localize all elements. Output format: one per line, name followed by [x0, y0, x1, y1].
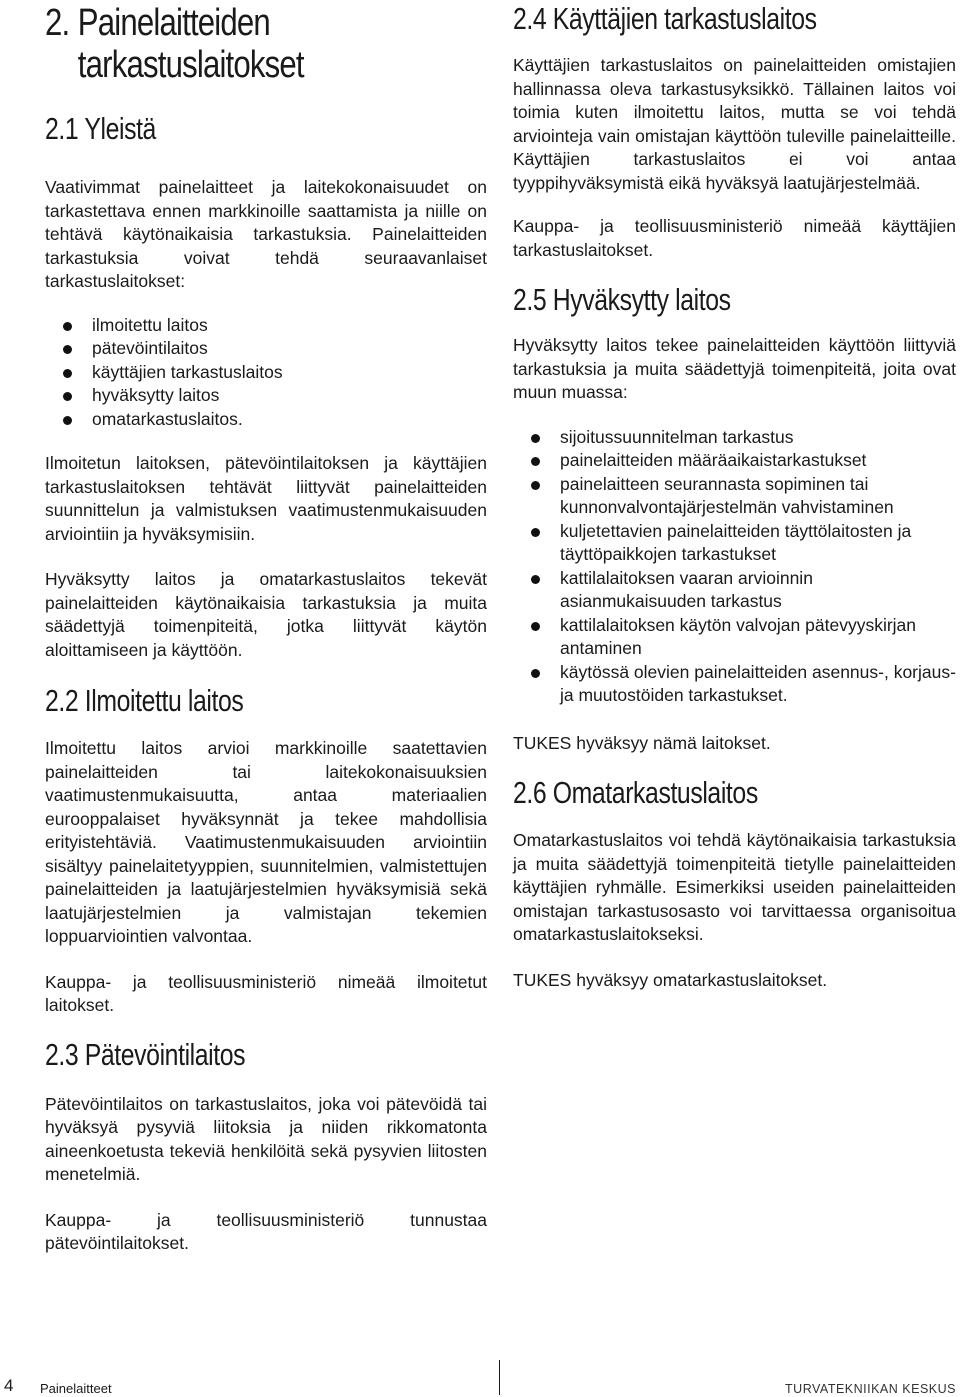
- section-2-1-paragraph-3: Hyväksytty laitos ja omatarkastuslaitos tekevät painelaitteiden käytönaikaisia tarkastuksia ja muita säädettyjä toimenpiteitä, jotka liittyvät käytön aloittamiseen ja käyttöön.: [45, 569, 487, 660]
- right-column: [513, 0, 956, 992]
- section-2-3-heading: 2.3 Pätevöintilaitos: [45, 1036, 246, 1072]
- page-number: 4: [4, 1376, 14, 1395]
- chapter-number: 2.: [45, 2, 70, 44]
- footer-publication-name: Painelaitteet: [40, 1381, 112, 1396]
- section-2-1-paragraph-1: Vaativimmat painelaitteet ja laitekokonaisuudet on tarkastettava ennen markkinoille saattamista ja niille on tehtävä käytönaikaisia tarkastuksia. Painelaitteiden tarkastuksia voivat tehdä seuraavanlaiset tarkastuslaitokset:: [45, 177, 487, 291]
- section-2-4-heading: 2.4 Käyttäjien tarkastuslaitos: [513, 1, 817, 36]
- section-2-6-heading: 2.6 Omatarkastuslaitos: [513, 775, 758, 810]
- list-item: hyväksytty laitos: [45, 384, 487, 408]
- section-2-4-paragraph-1: Käyttäjien tarkastuslaitos on painelaitteiden omistajien hallinnassa oleva tarkastusyksikkö. Tällainen laitos voi toimia kuten ilmoitettu laitos, mutta se voi tehdä arviointeja vain omistajan käyttöön tuleville painelaitteille. Käyttäjien tarkastuslaitos ei voi antaa tyyppihyväksymistä eikä hyväksyä laatujärjestelmää.: [513, 55, 956, 193]
- list-item: kattilalaitoksen käytön valvojan pätevyyskirjan antaminen: [513, 614, 956, 661]
- section-2-6-paragraph-2: TUKES hyväksyy omatarkastuslaitokset.: [513, 969, 828, 990]
- section-2-2-paragraph-2: Kauppa- ja teollisuusministeriö nimeää ilmoitetut laitokset.: [45, 971, 487, 1015]
- section-2-5-heading: 2.5 Hyväksytty laitos: [513, 282, 731, 317]
- footer-divider: [499, 1360, 500, 1395]
- section-2-6-paragraph-1: Omatarkastuslaitos voi tehdä käytönaikaisia tarkastuksia ja muita säädettyjä toimenpiteitä tietylle painelaitteiden käyttäjien ryhmälle. Esimerkiksi useiden painelaitteiden omistajan tarkastusosasto voi tarvittaessa organisoitua omatarkastuslaitokseksi.: [513, 830, 956, 944]
- list-item: käytössä olevien painelaitteiden asennus-, korjaus- ja muutostöiden tarkastukset.: [513, 661, 956, 708]
- list-item: kattilalaitoksen vaaran arvioinnin asianmukaisuuden tarkastus: [513, 567, 956, 614]
- section-2-5-paragraph-1: Hyväksytty laitos tekee painelaitteiden käyttöön liittyviä tarkastuksia ja muita säädettyjä toimenpiteitä, joita ovat muun muassa:: [513, 335, 956, 402]
- list-item: kuljetettavien painelaitteiden täyttölaitosten ja täyttöpaikkojen tarkastukset: [513, 520, 956, 567]
- footer-publisher: TURVATEKNIIKAN KESKUS: [785, 1382, 956, 1396]
- hyvaksytty-tasks-list: [513, 426, 956, 708]
- section-2-3-paragraph-1: Pätevöintilaitos on tarkastuslaitos, joka voi pätevöidä tai hyväksyä pysyviä liitoksia ja niiden rikkomatonta aineenkoetusta tekeviä henkilöitä sekä pysyvien liitosten menetelmiä.: [45, 1093, 487, 1184]
- section-2-3-paragraph-2: Kauppa- ja teollisuusministeriö tunnustaa pätevöintilaitokset.: [45, 1209, 487, 1253]
- left-column: [45, 0, 487, 1256]
- list-item: painelaitteiden määräaikaistarkastukset: [513, 449, 956, 473]
- list-item: sijoitussuunnitelman tarkastus: [513, 426, 956, 450]
- list-item: käyttäjien tarkastuslaitos: [45, 361, 487, 385]
- laitos-type-list: [45, 314, 487, 432]
- chapter-title-line2: tarkastuslaitokset: [77, 44, 304, 86]
- section-2-4-paragraph-2: Kauppa- ja teollisuusministeriö nimeää käyttäjien tarkastuslaitokset.: [513, 216, 956, 260]
- section-2-2-paragraph-1: Ilmoitettu laitos arvioi markkinoille saatettavien painelaitteiden tai laitekokonaisuuksien vaatimustenmukaisuutta, antaa materiaalien eurooppalaiset hyväksynnät ja tekee mahdollisia erityistehtäviä. Vaatimustenmukaisuuden arviointiin sisältyy painelaitetyyppien, suunnitelmien, valmistettujen painelaitteiden ja laatujärjestelmien hyväksymisiä sekä laatujärjestelmien ja valmistajan tekemien loppuarviointien valvontaa.: [45, 738, 487, 946]
- chapter-title: [45, 2, 407, 86]
- list-item: painelaitteen seurannasta sopiminen tai kunnonvalvontajärjestelmän vahvistaminen: [513, 473, 956, 520]
- list-item: pätevöintilaitos: [45, 337, 487, 361]
- section-2-1-heading: 2.1 Yleistä: [45, 111, 156, 146]
- section-2-5-paragraph-2: TUKES hyväksyy nämä laitokset.: [513, 732, 771, 753]
- chapter-title-line1: Painelaitteiden: [77, 2, 270, 44]
- list-item: omatarkastuslaitos.: [45, 408, 487, 432]
- list-item: ilmoitettu laitos: [45, 314, 487, 338]
- section-2-2-heading: 2.2 Ilmoitettu laitos: [45, 683, 244, 718]
- section-2-1-paragraph-2: Ilmoitetun laitoksen, pätevöintilaitoksen ja käyttäjien tarkastuslaitoksen tehtävät liittyvät painelaitteiden suunnittelun ja valmistuksen vaatimustenmukaisuuden arviointiin ja hyväksymisiin.: [45, 453, 487, 544]
